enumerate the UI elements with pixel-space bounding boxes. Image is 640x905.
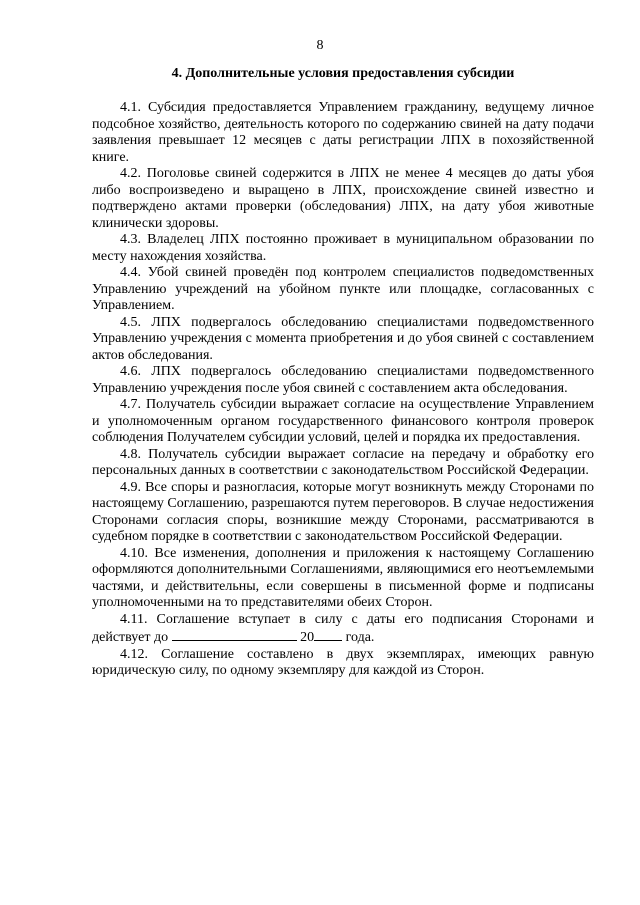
paragraph-4-9: 4.9. Все споры и разногласия, которые могут возникнуть между Сторонами по настоящему Соглашению, разрешаются путем переговоров. В случае недостижения Сторонами согласия споры, возникшие между Сторонами, рассматриваются в судебном порядке в соответствии с законодательством Российской Федерации. — [92, 479, 594, 544]
date-blank-line — [172, 628, 297, 641]
paragraph-4-4: 4.4. Убой свиней проведён под контролем специалистов подведомственных Управлению учреждений на убойном пункте или площадке, согласованных с Управлением. — [92, 265, 594, 313]
paragraph-4-11-text-middle: 20 — [296, 630, 315, 645]
section-body — [92, 100, 594, 680]
section-title: 4. Дополнительные условия предоставления субсидии — [171, 66, 515, 81]
paragraph-4-5: 4.5. ЛПХ подвергалось обследованию специалистами подведомственного Управлению учреждения с момента приобретения и до убоя свиней с составлением актов обследования. — [92, 314, 594, 363]
paragraph-4-7: 4.7. Получатель субсидии выражает согласие на осуществление Управлением и уполномоченным органом государственного финансового контроля проверок соблюдения Получателем субсидии условий, целей и порядка их предоставления. — [92, 397, 594, 445]
paragraph-4-2: 4.2. Поголовье свиней содержится в ЛПХ не менее 4 месяцев до даты убоя либо воспроизведено и выращено в ЛПХ, происхождение свиней известно и подтверждено актами проверки (обследования) ЛПХ, на дату убоя животные клинически здоровы. — [92, 166, 594, 231]
paragraph-4-6: 4.6. ЛПХ подвергалось обследованию специалистами подведомственного Управлению учреждения после убоя свиней с составлением акта обследования. — [92, 364, 594, 396]
paragraph-4-11 — [92, 612, 594, 647]
paragraph-4-3: 4.3. Владелец ЛПХ постоянно проживает в муниципальном образовании по месту нахождения хозяйства. — [92, 232, 594, 264]
page-number: 8 — [316, 38, 324, 53]
paragraph-4-10: 4.10. Все изменения, дополнения и приложения к настоящему Соглашению оформляются дополнительными Соглашениями, являющимися его неотъемлемыми частями, и действительны, если совершены в письменной форме и подписаны уполномоченными на то представителями обеих Сторон. — [92, 545, 594, 610]
paragraph-4-12: 4.12. Соглашение составлено в двух экземплярах, имеющих равную юридическую силу, по одному экземпляру для каждой из Сторон. — [92, 646, 594, 678]
year-blank-line — [314, 628, 342, 641]
paragraph-4-11-text-before: 4.11. Соглашение вступает в силу с даты его подписания Сторонами и действует до — [92, 611, 594, 645]
paragraph-4-1: 4.1. Субсидия предоставляется Управлением гражданину, ведущему личное подсобное хозяйство, деятельность которого по содержанию свиней на дату подачи заявления превышает 12 месяцев с даты регистрации ЛПХ в похозяйственной книге. — [92, 100, 594, 165]
paragraph-4-8: 4.8. Получатель субсидии выражает согласие на передачу и обработку его персональных данных в соответствии с законодательством Российской Федерации. — [92, 446, 594, 478]
paragraph-4-11-text-after: года. — [342, 630, 375, 645]
